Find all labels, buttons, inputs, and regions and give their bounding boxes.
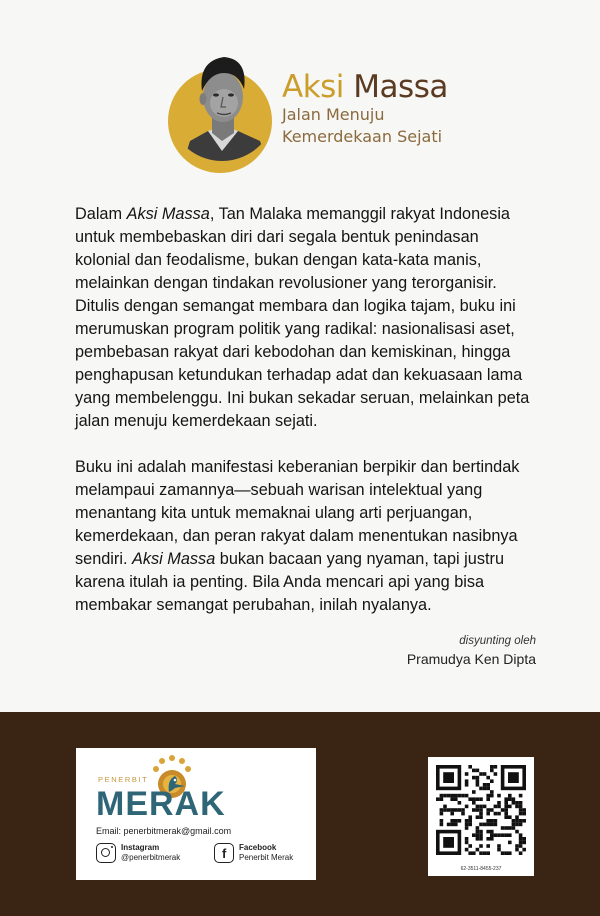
instagram-text [121, 843, 180, 863]
facebook-handle: Penerbit Merak [239, 853, 294, 862]
book-title [282, 70, 448, 104]
author-portrait [168, 53, 276, 171]
subtitle-line2: Kemerdekaan Sejati [282, 127, 443, 146]
book-title-block [282, 70, 448, 148]
qr-caption: 62-3511-8455-237 [460, 866, 502, 872]
blurb-paragraph-1: Dalam Aksi Massa, Tan Malaka memanggil rakyat Indonesia untuk membebaskan diri dari segala bentuk penindasan kolonial dan feodalisme, bukan dengan kata-kata manis, melainkan dengan tindakan revolusioner yang terorganisir. Ditulis dengan semangat membara dan logika tajam, buku ini merumuskan program politik yang radikal: nasionalisasi aset, pembebasan rakyat dari kebodohan dan kemiskinan, hingga penghapusan ketundukan terhadap adat dan kekuasaan lama yang membelenggu. Ini bukan sekadar seruan, melainkan peta jalan menuju kemerdekaan sejati. [75, 205, 530, 430]
blurb-paragraph-2: Buku ini adalah manifestasi keberanian berpikir dan bertindak melampaui zamannya—sebuah warisan intelektual yang menantang kita untuk memaknai ulang arti perjuangan, kemerdekaan, dan peran rakyat dalam menentukan nasibnya sendiri. Aksi Massa bukan bacaan yang nyaman, tapi justru karena itulah ia penting. Bila Anda mencari api yang bisa membakar semangat perubahan, inilah nyalanya. [75, 458, 520, 614]
author-photo-icon [168, 37, 276, 173]
blurb-text [75, 203, 535, 640]
qr-card [428, 757, 534, 876]
publisher-tagline: PENERBIT [98, 775, 149, 784]
qr-code-icon[interactable] [436, 765, 526, 855]
instagram-platform: Instagram [121, 843, 160, 852]
facebook-icon: f [214, 843, 234, 863]
editor-name: Pramudya Ken Dipta [406, 651, 536, 667]
editor-credit [407, 633, 536, 669]
publisher-logo-text: MERAK [96, 785, 226, 823]
facebook-link[interactable] [214, 843, 293, 863]
facebook-platform: Facebook [239, 843, 277, 852]
instagram-icon [96, 843, 116, 863]
instagram-link[interactable] [96, 843, 180, 863]
title-word-aksi: Aksi [282, 69, 344, 105]
editor-label: disyunting oleh [459, 635, 536, 647]
facebook-text [239, 843, 293, 863]
title-word-massa: Massa [353, 69, 448, 105]
publisher-email: Email: penerbitmerak@gmail.com [96, 826, 232, 836]
subtitle-line1: Jalan Menuju [282, 105, 385, 124]
publisher-card [76, 748, 316, 880]
instagram-handle: @penerbitmerak [121, 853, 181, 862]
